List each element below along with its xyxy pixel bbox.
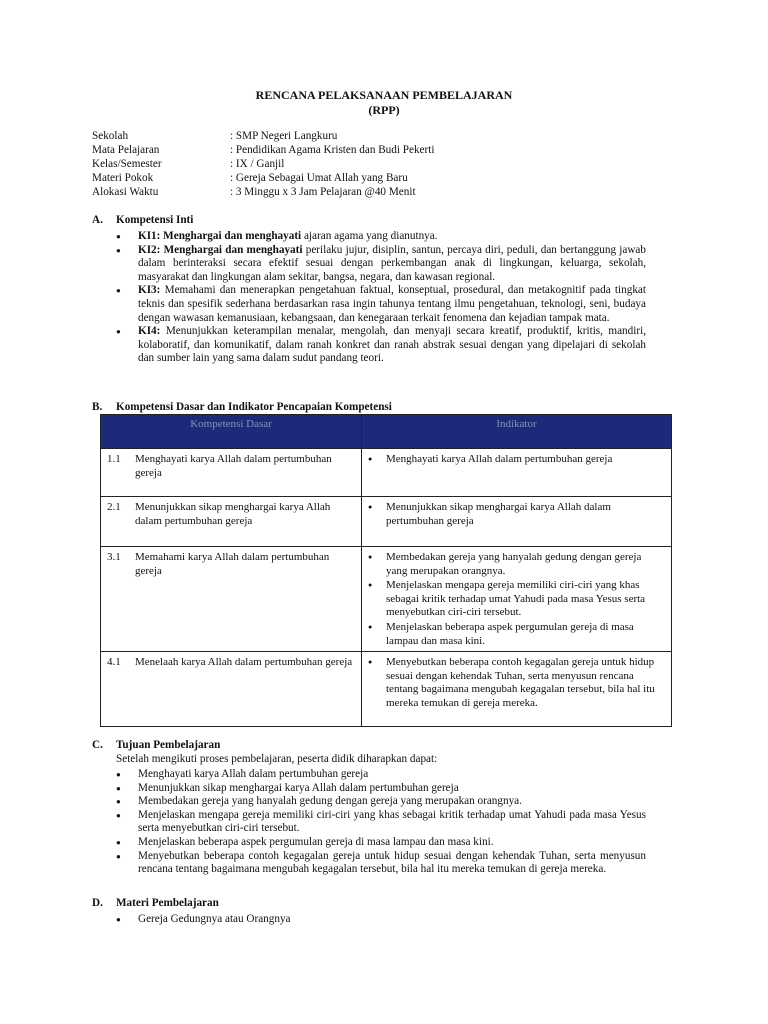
ki-text: Menunjukkan keterampilan menalar, mengolah, dan menyaji secara kreatif, produktif, kritis, mandiri, kolaboratif, dan komunikatif, dalam ranah konkret dan ranah abstrak sesuai dengan yang dipelajari di sekolah dan sumber lain yang sama dalam sudut pandang teori. — [138, 325, 646, 365]
info-label: Materi Pokok — [92, 172, 154, 184]
title-line-1: RENCANA PELAKSANAAN PEMBELAJARAN — [255, 88, 513, 102]
table-row — [101, 449, 672, 497]
column-header-indikator: Indikator — [362, 415, 672, 449]
list-item: ● Menghayati karya Allah dalam pertumbuhan gereja — [116, 768, 646, 782]
table-row — [101, 497, 672, 547]
indikator-cell — [362, 497, 672, 547]
kd-cell — [101, 652, 362, 727]
title-line-2: (RPP) — [368, 103, 400, 117]
section-letter: A. — [92, 214, 103, 226]
kd-number: 2.1 — [107, 501, 121, 513]
info-value: : 3 Minggu x 3 Jam Pelajaran @40 Menit — [230, 186, 416, 198]
kd-cell — [101, 449, 362, 497]
info-row — [92, 144, 434, 158]
kd-number: 3.1 — [107, 551, 121, 563]
section-letter: B. — [92, 401, 103, 413]
section-b-heading — [92, 401, 392, 415]
kd-cell — [101, 547, 362, 652]
list-item — [116, 230, 646, 244]
indikator-item: ● Menghayati karya Allah dalam pertumbuhan gereja — [368, 453, 665, 467]
kd-text: Memahami karya Allah dalam pertumbuhan gereja — [135, 551, 330, 577]
kd-number: 4.1 — [107, 656, 121, 669]
table-header-row — [101, 415, 672, 449]
list-item: ● Menjelaskan mengapa gereja memiliki ciri-ciri yang khas sebagai kritik terhadap umat Yahudi pada masa Yesus serta menyebutkan ciri-ciri tersebut. — [116, 809, 646, 836]
info-value: : Pendidikan Agama Kristen dan Budi Pekerti — [230, 144, 435, 156]
section-d-heading — [92, 897, 219, 911]
info-row — [92, 158, 434, 172]
section-a-heading — [92, 214, 193, 228]
ki-text: Memahami dan menerapkan pengetahuan faktual, konseptual, prosedural, dan metakognitif pada tingkat teknis dan spesifik sederhana berdasarkan rasa ingin tahunya tentang ilmu pengetahuan, teknologi, seni, budaya dengan wawasan kemanusiaan, kebangsaan, dan kenegaraan terkait fenomena dan kejadian tampak mata. — [138, 284, 646, 324]
tujuan-list — [116, 768, 646, 877]
info-row — [92, 130, 434, 144]
section-title: Tujuan Pembelajaran — [116, 739, 221, 751]
info-value: : SMP Negeri Langkuru — [230, 130, 338, 142]
list-item: ● Membedakan gereja yang hanyalah gedung dengan gereja yang merupakan orangnya. — [116, 795, 646, 809]
ki-key: KI4: — [138, 325, 161, 338]
kd-cell — [101, 497, 362, 547]
kd-number: 1.1 — [107, 453, 121, 465]
info-label: Mata Pelajaran — [92, 144, 160, 156]
info-label: Alokasi Waktu — [92, 186, 159, 198]
kd-text: Menelaah karya Allah dalam pertumbuhan gereja — [135, 656, 353, 669]
indikator-cell — [362, 652, 672, 727]
indikator-item: ● Menjelaskan beberapa aspek pergumulan gereja di masa lampau dan masa kini. — [368, 621, 665, 648]
materi-list — [116, 913, 646, 927]
indikator-item: ● Menjelaskan mengapa gereja memiliki ciri-ciri yang khas sebagai kritik terhadap umat Yahudi pada masa Yesus serta menyebutkan ciri-ciri tersebut. — [368, 579, 665, 620]
document-title — [0, 88, 768, 118]
table-row — [101, 547, 672, 652]
info-block — [92, 130, 434, 200]
indikator-item: ● Menyebutkan beberapa contoh kegagalan gereja untuk hidup sesuai dengan kehendak Tuhan, serta menyusun rencana tentang bagaimana mengubah kegagalan tersebut, bila hal itu mereka temukan di gereja mereka. — [368, 656, 665, 710]
list-item: ● Menyebutkan beberapa contoh kegagalan gereja untuk hidup sesuai dengan kehendak Tuhan, serta menyusun rencana tentang bagaimana mengubah kegagalan tersebut, bila hal itu mereka temukan di gereja mereka. — [116, 850, 646, 877]
info-value: : Gereja Sebagai Umat Allah yang Baru — [230, 172, 408, 184]
section-letter: C. — [92, 739, 103, 751]
kd-text: Menghayati karya Allah dalam pertumbuhan gereja — [135, 453, 332, 479]
section-c-heading — [92, 739, 220, 753]
kd-text: Menunjukkan sikap menghargai karya Allah dalam pertumbuhan gereja — [135, 501, 331, 527]
kompetensi-table — [100, 414, 672, 727]
section-letter: D. — [92, 897, 103, 909]
ki-text: perilaku jujur, disiplin, santun, percaya diri, peduli, dan bertanggung jawab dalam berinteraksi secara efektif sesuai dengan perkembangan anak di lingkungan, keluarga, sekolah, masyarakat dan lingkungan alam sekitar, bangsa, negara, dan kawasan regional. — [138, 243, 646, 283]
info-label: Sekolah — [92, 130, 129, 142]
tujuan-intro: Setelah mengikuti proses pembelajaran, peserta didik diharapkan dapat: — [116, 753, 438, 765]
indikator-cell — [362, 449, 672, 497]
section-title: Kompetensi Inti — [116, 214, 194, 226]
list-item — [116, 244, 646, 285]
table-row — [101, 652, 672, 727]
info-label: Kelas/Semester — [92, 158, 162, 170]
ki-key: KI1: Menghargai dan menghayati — [138, 230, 302, 242]
ki-key: KI2: Menghargai dan menghayati — [138, 243, 303, 256]
kompetensi-inti-list — [116, 230, 646, 366]
list-item: ● Menjelaskan beberapa aspek pergumulan gereja di masa lampau dan masa kini. — [116, 836, 646, 850]
ki-text: ajaran agama yang dianutnya. — [301, 230, 438, 242]
list-item — [116, 325, 646, 366]
info-row — [92, 172, 434, 186]
indikator-item: ● Menunjukkan sikap menghargai karya Allah dalam pertumbuhan gereja — [368, 501, 665, 528]
indikator-item: ● Membedakan gereja yang hanyalah gedung dengan gereja yang merupakan orangnya. — [368, 551, 665, 578]
section-title: Materi Pembelajaran — [116, 897, 219, 909]
indikator-cell — [362, 547, 672, 652]
list-item: ● Gereja Gedungnya atau Orangnya — [116, 913, 646, 927]
info-value: : IX / Ganjil — [230, 158, 285, 170]
list-item: ● Menunjukkan sikap menghargai karya Allah dalam pertumbuhan gereja — [116, 782, 646, 796]
column-header-kompetensi-dasar: Kompetensi Dasar — [101, 415, 362, 449]
section-title: Kompetensi Dasar dan Indikator Pencapaian Kompetensi — [116, 401, 392, 413]
list-item — [116, 284, 646, 325]
ki-key: KI3: — [138, 284, 161, 297]
info-row — [92, 186, 434, 200]
